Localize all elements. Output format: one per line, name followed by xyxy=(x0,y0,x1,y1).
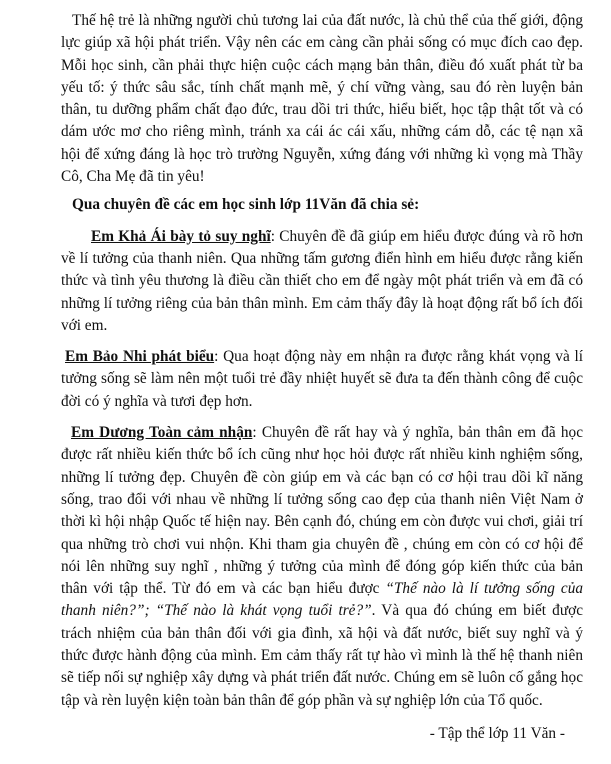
signature: - Tập thể lớp 11 Văn - xyxy=(429,725,565,742)
testimonial-text: : Chuyên đề rất hay và ý nghĩa, bản thân em đã học được rất nhiều kiến thức bổ ích cũng như học hỏi được rất nhiều kinh nghiệm sống, những lí tưởng đẹp. Chuyên đề còn giúp em và các bạn có cơ hội trau dồi kĩ năng sống, trao đổi với nhau về những lí tưởng sống cao đẹp của thanh niên Việt Nam ở thời kì hội nhập Quốc tế hiện nay. Bên cạnh đó, chúng em còn được vui chơi, giải trí qua những trò chơi vui nhộn. Khi tham gia chuyên đề , chúng em còn có cơ hội để nói lên những suy nghĩ , những ý tưởng của mình để đóng góp kiến thức của bản thân với tập thể. Từ đó em và các bạn hiểu được xyxy=(61,424,583,598)
testimonial-text-end: . Và qua đó chúng em biết được trách nhiệm của bản thân đối với gia đình, xã hội và đất nước, biết suy nghĩ và ý thức được hành động của mình. Em cảm thấy rất tự hào vì mình là thế hệ thanh niên sẽ tiếp nối sự nghiệp xây dựng và phát triển đất nước. Chúng em sẽ luôn cố gắng học tập và rèn luyện kiện toàn bản thân để góp phần và sự nghiệp lớn của Tổ quốc. xyxy=(61,602,583,709)
testimonial-kha-ai xyxy=(61,226,583,337)
intro-paragraph: Thế hệ trẻ là những người chủ tương lai của đất nước, là chủ thể của thế giới, động lực giúp xã hội phát triển. Vậy nên các em càng cần phải sống có mục đích cao đẹp. Mỗi học sinh, cần phải thực hiện cuộc cách mạng bản thân, điều đó xuất phát từ ba yếu tố: ý thức sâu sắc, tính chất mạnh mẽ, ý chí vững vàng, sau đó rèn luyện bản thân, tu dưỡng phẩm chất đạo đức, trau dồi tri thức, hiểu biết, học tập thật tốt và có dám ước mơ cho riêng mình, tránh xa cái ác cái xấu, những cám dỗ, các tệ nạn xã hội để xứng đáng là học trò trường Nguyễn, xứng đáng với những kì vọng mà Thầy Cô, Cha Mẹ đã tin yêu! xyxy=(61,12,583,186)
testimonial-text: : Qua hoạt động này em nhận ra được rằng khát vọng và lí tưởng sống sẽ làm nên một tuổi trẻ đầy nhiệt huyết sẽ đưa ta đến thành công để cuộc đời có ý nghĩa và tươi đẹp hơn. xyxy=(61,348,583,410)
testimonial-bao-nhi xyxy=(61,346,583,413)
testimonial-name: Em Khả Ái bày tỏ suy nghĩ xyxy=(91,227,271,245)
testimonial-name: Em Bảo Nhi phát biểu xyxy=(65,348,215,366)
testimonial-text: : Chuyên đề đã giúp em hiểu được đúng và rõ hơn về lí tưởng của thanh niên. Qua những tấm gương điển hình em hiểu được rằng kiến thức và tình yêu thương là điều cần thiết cho em để ngày một phát triển và em đã có những lí tưởng riêng của bản thân mình. Em cảm thấy đây là hoạt động rất bổ ích đối với em. xyxy=(61,227,584,334)
testimonial-quote: “Thế nào là lí tưởng sống của thanh niên?”; “Thế nào là khát vọng tuổi trẻ?” xyxy=(61,580,584,620)
testimonial-name: Em Dương Toàn cảm nhận xyxy=(71,424,253,442)
section-heading: Qua chuyên đề các em học sinh lớp 11Văn đã chia sẻ: xyxy=(72,196,420,214)
testimonial-duong-toan xyxy=(61,422,583,712)
